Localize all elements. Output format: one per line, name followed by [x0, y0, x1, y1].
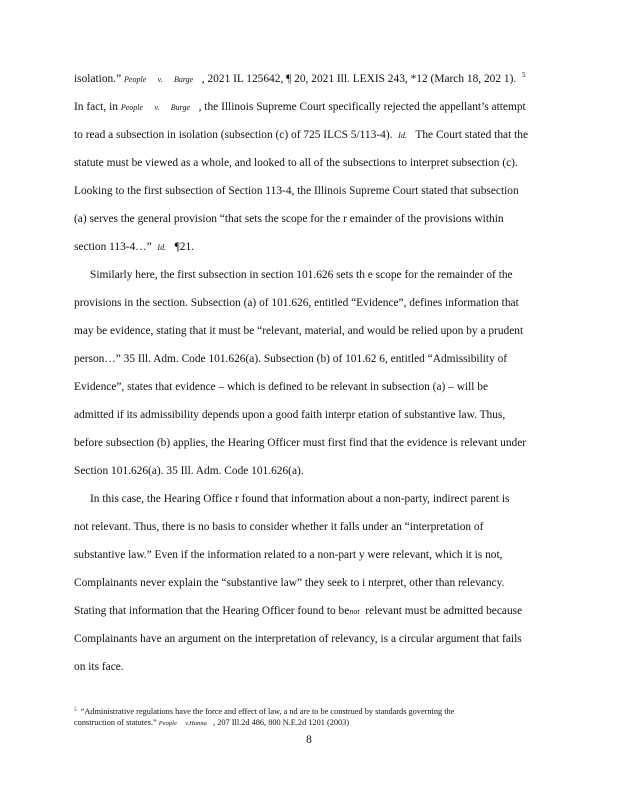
- text: ¶21.: [174, 241, 195, 253]
- body-line: [74, 128, 528, 143]
- body-line: [74, 100, 526, 115]
- case-party: People: [158, 720, 177, 727]
- case-versus: v.: [185, 720, 190, 727]
- body-line: admitted if its admissibility depends upon a good faith interpr etation of substantive law. Thus,: [74, 409, 506, 421]
- footnote-reference: 5: [521, 71, 526, 79]
- body-line: statute must be viewed as a whole, and looked to all of the subsections to interpret subsection (c).: [74, 157, 518, 169]
- text: The Court stated that the: [415, 129, 529, 141]
- text: section 113-4…”: [74, 241, 152, 253]
- body-line: (a) serves the general provision “that sets the scope for the r emainder of the provisions within: [74, 213, 504, 225]
- body-line: Evidence”, states that evidence – which is defined to be relevant in subsection (a) – will be: [74, 381, 489, 393]
- body-line: Similarly here, the first subsection in section 101.626 sets th e scope for the remainder of the: [90, 269, 513, 281]
- text: Stating that information that the Hearing Officer found to be: [74, 605, 350, 617]
- body-line: may be evidence, stating that it must be “relevant, material, and would be relied upon by a prudent: [74, 325, 524, 337]
- body-line: not relevant. Thus, there is no basis to consider whether it falls under an “interpretation of: [74, 521, 484, 533]
- body-line: [74, 604, 522, 619]
- id-citation: Id.: [398, 131, 407, 140]
- footnote-text: , 207 Ill.2d 486, 800 N.E.2d 1201 (2003): [213, 718, 350, 727]
- body-line: before subsection (b) applies, the Hearing Officer must first find that the evidence is relevant under: [74, 437, 527, 449]
- body-line: Complainants have an argument on the interpretation of relevancy, is a circular argument that fails: [74, 633, 522, 645]
- case-party: People: [120, 103, 144, 112]
- case-party: Burge: [170, 103, 191, 112]
- case-versus: v.: [154, 103, 160, 112]
- case-versus: v.: [157, 75, 163, 84]
- footnote-line: [74, 717, 349, 729]
- body-line: person…” 35 Ill. Adm. Code 101.626(a). Subsection (b) of 101.62 6, entitled “Admissibility of: [74, 353, 508, 365]
- footnote-text: construction of statutes.”: [74, 718, 157, 727]
- body-line: [74, 72, 525, 87]
- body-line: on its face.: [74, 661, 124, 673]
- body-line: Looking to the first subsection of Section 113-4, the Illinois Supreme Court stated that subsection: [74, 185, 519, 197]
- text: isolation.”: [74, 73, 122, 85]
- case-party: People: [124, 75, 147, 84]
- text: , the Illinois Supreme Court specifically rejected the appellant’s attempt: [198, 101, 526, 113]
- text: , 2021 IL 125642, ¶ 20, 2021 Ill. LEXIS 243, *12 (March 18, 202 1).: [201, 73, 517, 85]
- emphasis: not: [349, 607, 360, 616]
- body-line: substantive law.” Even if the information related to a non-part y were relevant, which it is not,: [74, 549, 503, 561]
- text: relevant must be admitted because: [365, 605, 523, 617]
- body-line: provisions in the section. Subsection (a) of 101.626, entitled “Evidence”, defines information that: [74, 297, 519, 309]
- text: In fact, in: [74, 101, 118, 113]
- body-line: In this case, the Hearing Office r found that information about a non-party, indirect parent is: [90, 493, 510, 505]
- footnote-text: “Administrative regulations have the force and effect of law, a nd are to be construed by standards governing the: [80, 707, 455, 716]
- case-party: Burge: [173, 75, 194, 84]
- text: to read a subsection in isolation (subsection (c) of 725 ILCS 5/113-4).: [74, 129, 393, 141]
- id-citation: Id.: [157, 243, 167, 252]
- body-line: Section 101.626(a). 35 Ill. Adm. Code 101.626(a).: [74, 465, 304, 477]
- page-number: 8: [306, 734, 312, 746]
- body-line: Complainants never explain the “substantive law” they seek to i nterpret, other than relevancy.: [74, 577, 505, 589]
- body-line: [74, 240, 194, 255]
- case-party: Hanna: [189, 720, 207, 727]
- footnote-marker: 5: [74, 708, 77, 713]
